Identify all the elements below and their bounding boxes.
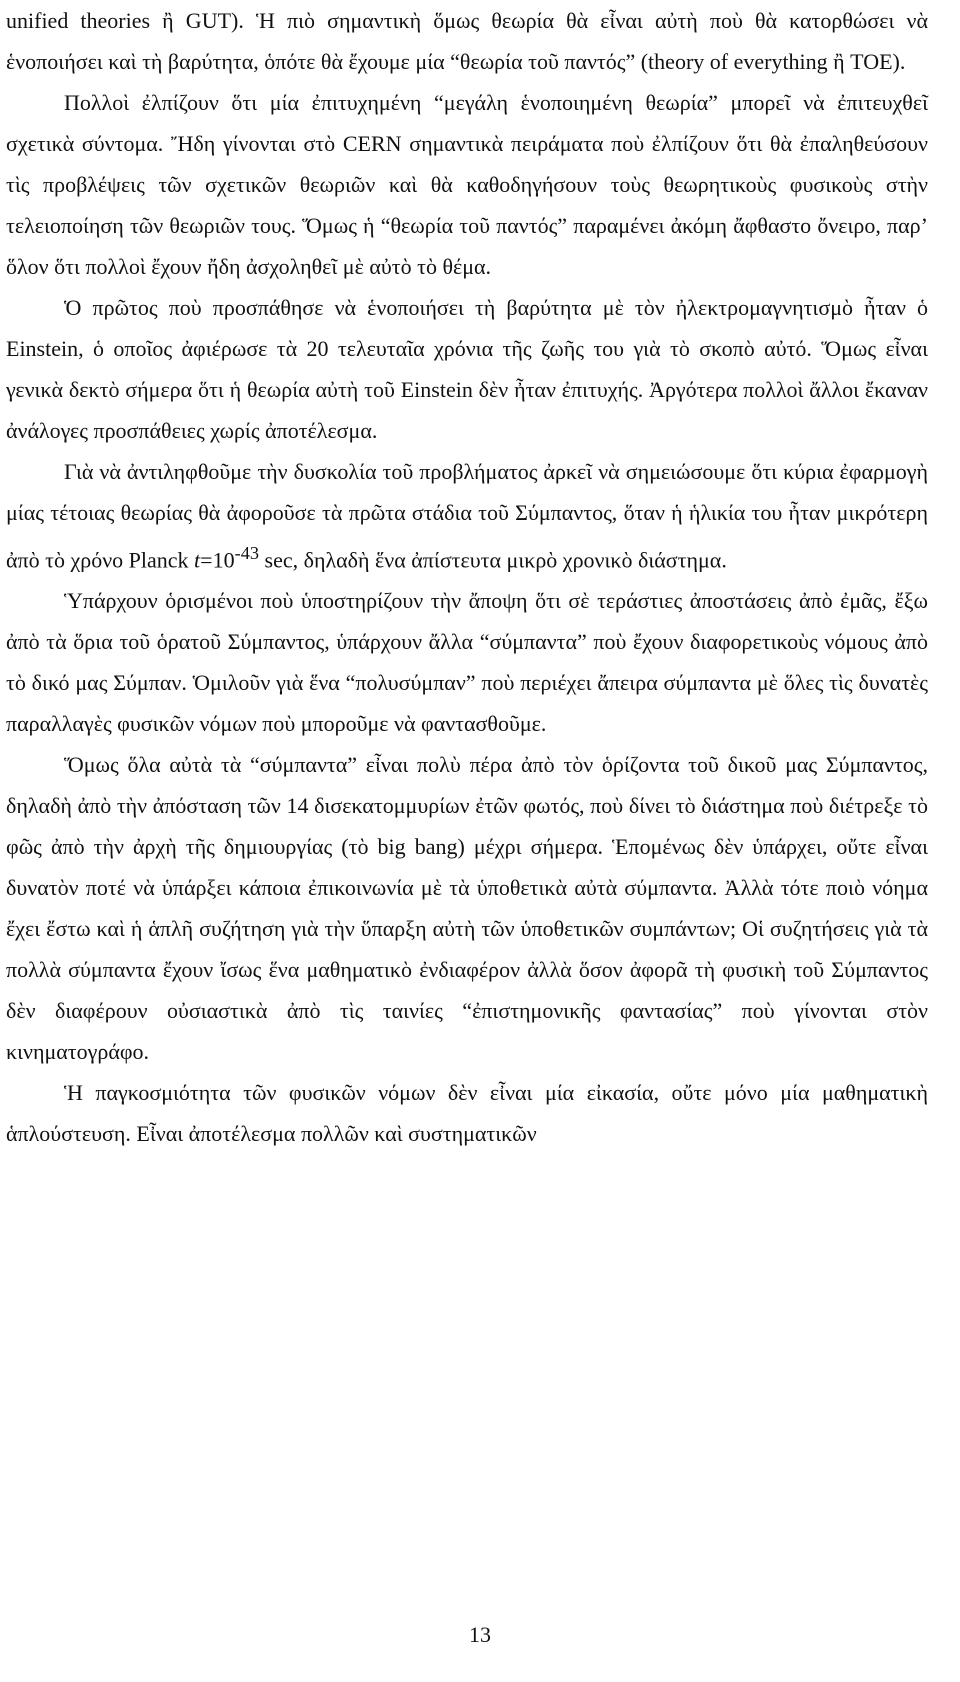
paragraph-4 xyxy=(6,451,928,580)
paragraph-3-text: Ὁ πρῶτος ποὺ προσπάθησε νὰ ἑνοποιήσει τὴ βαρύτητα μὲ τὸν ἠλεκτρομαγνητισμὸ ἦταν ὁ Einstein, ὁ οποῖος ἀφιέρωσε τὰ 20 τελευταῖα χρόνια τῆς ζωῆς του γιὰ τὸ σκοπὸ αὐτό. Ὅμως εἶναι γενικὰ δεκτὸ σήμερα ὅτι ἡ θεωρία αὐτὴ τοῦ Einstein δὲν ἦταν ἐπιτυχής. Ἀργότερα πολλοὶ ἄλλοι ἔκαναν ἀνάλογες προσπάθειες χωρίς ἀποτέλεσμα. xyxy=(6,295,928,443)
document-body xyxy=(6,0,928,1154)
paragraph-7-text: Ἡ παγκοσμιότητα τῶν φυσικῶν νόμων δὲν εἶναι μία εἰκασία, οὔτε μόνο μία μαθηματικὴ ἁπλούστευση. Εἶναι ἀποτέλεσμα πολλῶν καὶ συστηματικῶν xyxy=(6,1080,928,1147)
paragraph-2 xyxy=(6,82,928,287)
paragraph-4-text-a: Γιὰ νὰ ἀντιληφθοῦμε τὴν δυσκολία τοῦ προβλήματος ἀρκεῖ νὰ σημειώσουμε ὅτι κύρια ἐφαρμογὴ μίας τέτοιας θεωρίας θὰ ἀφοροῦσε τὰ πρῶτα στάδια τοῦ Σύμπαντος, ὅταν ἡ ἡλικία του ἦταν μικρότερη ἀπὸ τὸ χρόνο Planck xyxy=(6,459,928,573)
page-number: 13 xyxy=(469,1622,491,1647)
planck-time-exponent: -43 xyxy=(234,543,260,563)
paragraph-2-text: Πολλοὶ ἐλπίζουν ὅτι μία ἐπιτυχημένη “μεγάλη ἑνοποιημένη θεωρία” μπορεῖ νὰ ἐπιτευχθεῖ σχετικὰ σύντομα. Ἤδη γίνονται στὸ CERN σημαντικὰ πειράματα ποὺ ἐλπίζουν ὅτι θὰ ἐπαληθεύσουν τὶς προβλέψεις τῶν σχετικῶν θεωριῶν καὶ θὰ καθοδηγήσουν τοὺς θεωρητικοὺς φυσικοὺς στὴν τελειοποίηση τῶν θεωριῶν τους. Ὅμως ἡ “θεωρία τοῦ παντός” παραμένει ἀκόμη ἄφθαστο ὄνειρο, παρ’ ὅλον ὅτι πολλοὶ ἔχουν ἤδη ἀσχοληθεῖ μὲ αὐτὸ τὸ θέμα. xyxy=(6,90,928,279)
paragraph-7 xyxy=(6,1072,928,1154)
paragraph-3 xyxy=(6,287,928,451)
paragraph-6-text: Ὅμως ὅλα αὐτὰ τὰ “σύμπαντα” εἶναι πολὺ πέρα ἀπὸ τὸν ὁρίζοντα τοῦ δικοῦ μας Σύμπαντος, δηλαδὴ ἀπὸ τὴν ἀπόσταση τῶν 14 δισεκατομμυρίων ἐτῶν φωτός, ποὺ δίνει τὸ διάστημα ποὺ διέτρεξε τὸ φῶς ἀπὸ τὴν ἀρχὴ τῆς δημιουργίας (τὸ big bang) μέχρι σήμερα. Ἑπομένως δὲν ὑπάρχει, οὔτε εἶναι δυνατὸν ποτέ νὰ ὑπάρξει κάποια ἐπικοινωνία μὲ τὰ ὑποθετικὰ αὐτὰ σύμπαντα. Ἀλλὰ τότε ποιὸ νόημα ἔχει ἔστω καὶ ἡ ἁπλῆ συζήτηση γιὰ τὴν ὕπαρξη αὐτὴ τῶν ὑποθετικῶν συμπάντων; Οἱ συζητήσεις γιὰ τὰ πολλὰ σύμπαντα ἔχουν ἴσως ἕνα μαθηματικὸ ἐνδιαφέρον ἀλλὰ ὅσον ἀφορᾶ τὴ φυσικὴ τοῦ Σύμπαντος δὲν διαφέρουν οὐσιαστικὰ ἀπὸ τὶς ταινίες “ἐπιστημονικῆς φαντασίας” ποὺ γίνονται στὸν κινηματογράφο. xyxy=(6,752,928,1065)
planck-time-base: =10 xyxy=(200,547,235,573)
planck-time-symbol: t xyxy=(194,547,201,573)
paragraph-1 xyxy=(6,0,928,82)
paragraph-5 xyxy=(6,580,928,744)
paragraph-6 xyxy=(6,744,928,1072)
paragraph-1-text: unified theories ἢ GUT). Ἡ πιὸ σημαντικὴ ὅμως θεωρία θὰ εἶναι αὐτὴ ποὺ θὰ κατορθώσει νὰ ἑνοποιήσει καὶ τὴ βαρύτητα, ὁπότε θὰ ἔχουμε μία “θεωρία τοῦ παντός” (theory of everything ἢ TOE). xyxy=(6,8,928,74)
paragraph-5-text: Ὑπάρχουν ὁρισμένοι ποὺ ὑποστηρίζουν τὴν ἄποψη ὅτι σὲ τεράστιες ἀποστάσεις ἀπὸ ἐμᾶς, ἔξω ἀπὸ τὰ ὅρια τοῦ ὁρατοῦ Σύμπαντος, ὑπάρχουν ἄλλα “σύμπαντα” ποὺ ἔχουν διαφορετικοὺς νόμους ἀπὸ τὸ δικό μας Σύμπαν. Ὁμιλοῦν γιὰ ἕνα “πολυσύμπαν” ποὺ περιέχει ἄπειρα σύμπαντα μὲ ὅλες τὶς δυνατὲς παραλλαγὲς φυσικῶν νόμων ποὺ μποροῦμε νὰ φαντασθοῦμε. xyxy=(6,588,928,737)
paragraph-4-text-b: sec, δηλαδὴ ἕνα ἀπίστευτα μικρὸ χρονικὸ διάστημα. xyxy=(259,547,727,573)
